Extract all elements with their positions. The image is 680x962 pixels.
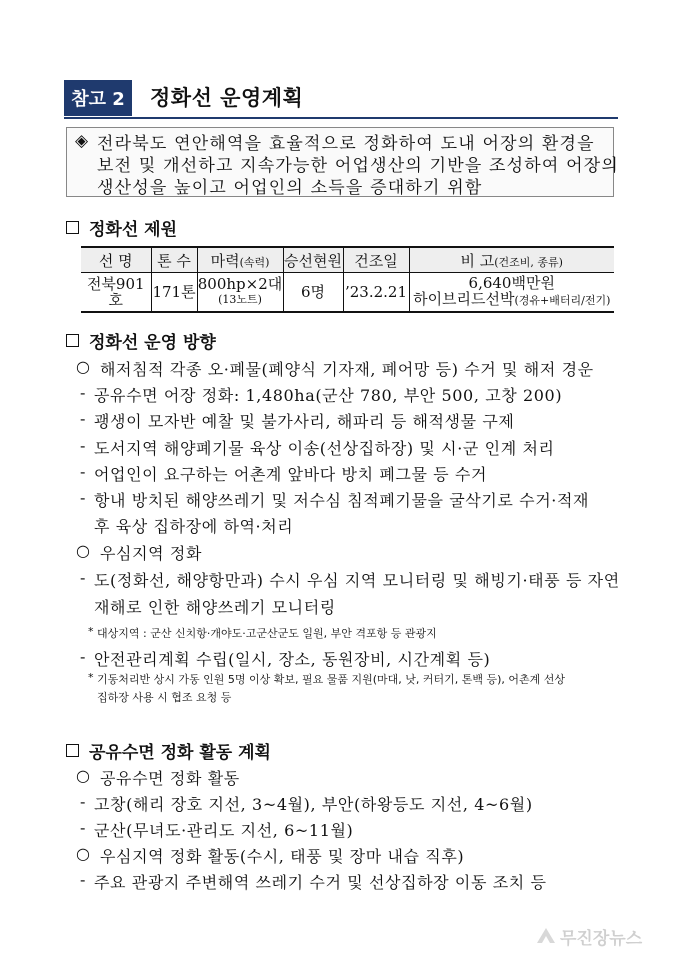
ship-type: 하이브리드선박 xyxy=(413,290,515,308)
list-item-text: 후 육상 집하장에 하역·처리 xyxy=(94,517,294,536)
circle-bullet-icon: ○ xyxy=(76,357,91,376)
purpose-line: 전라북도 연안해역을 효율적으로 정화하여 도내 어장의 환경을 xyxy=(97,134,595,154)
dash-marker: - xyxy=(80,409,87,428)
list-item-text: 공유수면 정화 활동 xyxy=(100,769,240,788)
list-item-text: 기동처리반 상시 가동 인원 5명 이상 확보, 필요 물품 지원(마대, 낫, 커터기, 톤백 등), 어촌계 선상 xyxy=(97,673,566,686)
cell-name: 전북901호 xyxy=(86,275,145,309)
speed-value: (13노트) xyxy=(218,293,262,306)
col-header-built: 건조일 xyxy=(343,247,409,273)
header-subtext: (속력) xyxy=(239,255,270,269)
cell-tonnage: 171톤 xyxy=(151,273,197,313)
list-item-text: 대상지역 : 군산 신치항·개야도·고군산군도 일원, 부안 격포항 등 관광지 xyxy=(97,627,437,640)
list-item-text: 안전관리계획 수립(일시, 장소, 동원장비, 시간계획 등) xyxy=(94,650,491,669)
section-title: 정화선 제원 xyxy=(89,220,178,240)
list-item-text: 재해로 인한 해양쓰레기 모니터링 xyxy=(94,598,336,617)
section-title: 공유수면 정화 활동 계획 xyxy=(89,743,271,763)
header-text: 비 고 xyxy=(460,251,495,270)
cell-note xyxy=(409,273,614,313)
power-value: 800hp×2대 xyxy=(197,275,283,293)
header-text: 마력 xyxy=(210,251,240,270)
purpose-line: 보전 및 개선하고 지속가능한 어업생산의 기반을 조성하여 어장의 xyxy=(97,156,620,176)
section-heading-spec xyxy=(66,215,177,240)
dash-marker: - xyxy=(80,792,87,811)
ship-spec-table xyxy=(81,246,614,313)
list-item-text: 우심지역 정화 xyxy=(100,544,203,563)
col-header-tonnage: 톤 수 xyxy=(151,247,197,273)
list-item-text: 해저침적 각종 오·폐물(폐양식 기자재, 폐어망 등) 수거 및 해저 경운 xyxy=(100,360,594,379)
list-item-text: 도(정화선, 해양항만과) 수시 우심 지역 모니터링 및 해빙기·태풍 등 자연 xyxy=(94,571,620,590)
list-item-text: 집하장 사용 시 협조 요청 등 xyxy=(97,691,232,704)
dash-marker: - xyxy=(80,383,87,402)
checkbox-square-icon xyxy=(66,221,79,234)
list-item-text: 도서지역 해양폐기물 육상 이송(선상집하장) 및 시·군 인계 처리 xyxy=(94,439,555,458)
cell-crew: 6명 xyxy=(283,273,343,313)
circle-bullet-icon: ○ xyxy=(76,844,91,863)
diamond-bullet-icon: ◈ xyxy=(75,131,89,151)
purpose-line: 생산성을 높이고 어업인의 소득을 증대하기 위함 xyxy=(97,178,483,198)
watermark: 무진장뉴스 xyxy=(560,929,643,949)
list-item-text: 군산(무녀도·관리도 지선, 6~11월) xyxy=(94,821,354,840)
asterisk-marker: * xyxy=(88,625,94,638)
list-item-text: 고창(해리 장호 지선, 3~4월), 부안(하왕등도 지선, 4~6월) xyxy=(94,795,533,814)
asterisk-marker: * xyxy=(88,671,94,684)
checkbox-square-icon xyxy=(66,744,79,757)
section-heading-operation xyxy=(66,328,216,353)
dash-marker: - xyxy=(80,488,87,507)
cell-built: ’23.2.21 xyxy=(343,273,409,313)
list-item-text: 괭생이 모자반 예찰 및 불가사리, 해파리 등 해적생물 구제 xyxy=(94,412,515,431)
dash-marker: - xyxy=(80,818,87,837)
list-item-text: 주요 관광지 주변해역 쓰레기 수거 및 선상집하장 이동 조치 등 xyxy=(94,873,547,892)
list-item-text: 항내 방치된 해양쓰레기 및 저수심 침적폐기물을 굴삭기로 수거·적재 xyxy=(94,491,590,510)
section-title: 정화선 운영 방향 xyxy=(89,333,216,353)
cell-power xyxy=(197,273,283,313)
section-heading-public-waters xyxy=(66,738,271,763)
purpose-box xyxy=(66,127,620,198)
dash-marker: - xyxy=(80,462,87,481)
col-header-note xyxy=(409,247,614,273)
header-subtext: (건조비, 종류) xyxy=(494,255,563,269)
list-item-text: 우심지역 정화 활동(수시, 태풍 및 장마 내습 직후) xyxy=(100,847,465,866)
list-item-text: 어업인이 요구하는 어촌계 앞바다 방치 폐그물 등 수거 xyxy=(94,465,488,484)
watermark-logo-icon xyxy=(536,926,556,944)
dash-marker: - xyxy=(80,568,87,587)
list-item-text: 공유수면 어장 정화: 1,480ha(군산 780, 부안 500, 고창 200) xyxy=(94,386,563,405)
dash-marker: - xyxy=(80,870,87,889)
table-header-row xyxy=(81,247,614,273)
cost-value: 6,640백만원 xyxy=(468,274,555,292)
header-divider xyxy=(64,117,618,119)
ship-type-detail: (경유+배터리/전기) xyxy=(514,294,611,307)
circle-bullet-icon: ○ xyxy=(76,541,91,560)
col-header-crew: 승선현원 xyxy=(283,247,343,273)
reference-badge: 참고 2 xyxy=(64,80,132,116)
checkbox-square-icon xyxy=(66,334,79,347)
col-header-power xyxy=(197,247,283,273)
col-header-name: 선 명 xyxy=(81,247,151,273)
page-title: 정화선 운영계획 xyxy=(150,86,304,110)
circle-bullet-icon: ○ xyxy=(76,766,91,785)
dash-marker: - xyxy=(80,436,87,455)
table-row xyxy=(81,273,614,313)
dash-marker: - xyxy=(80,647,87,666)
